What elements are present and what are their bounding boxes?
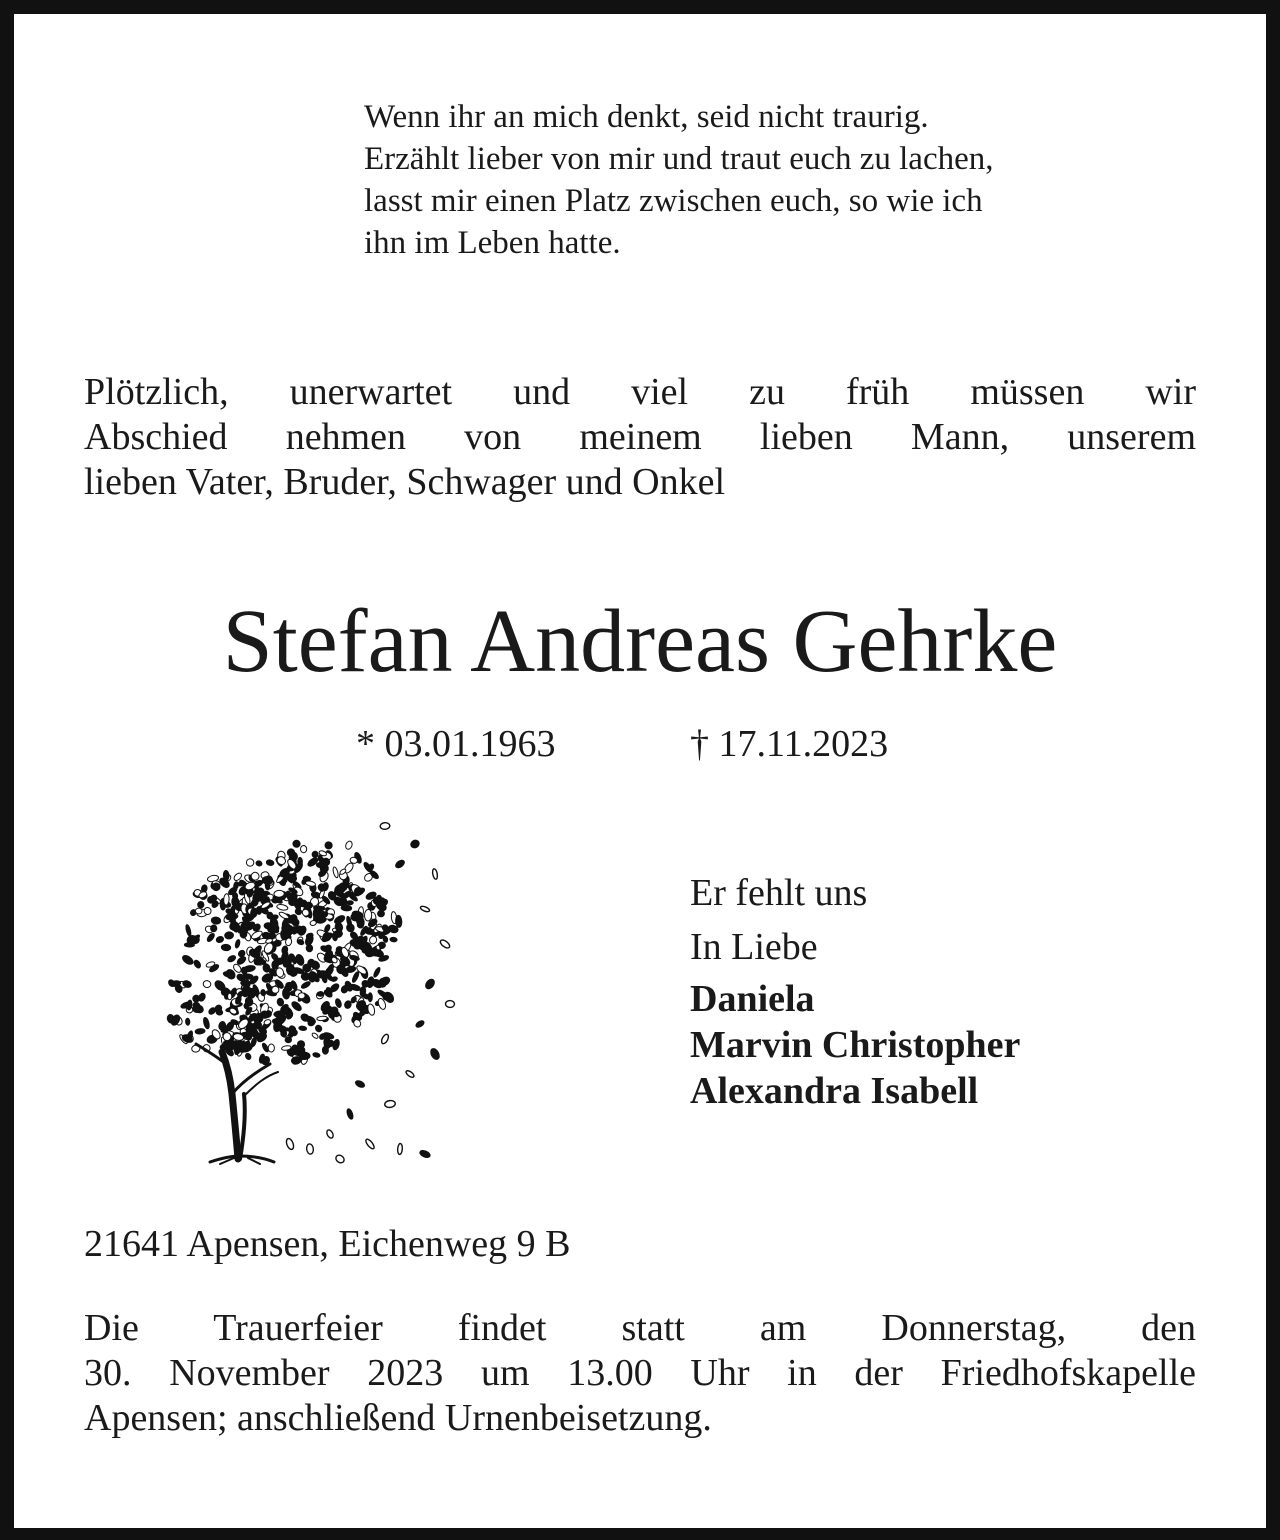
tree-leaf [255,860,262,867]
falling-leaf [420,905,430,912]
tree-leaf [216,1009,223,1015]
tree-leaf [311,1032,319,1039]
tree-leaf [281,1031,287,1037]
tree-leaf [224,931,233,939]
tree-leaf [290,1000,302,1012]
falling-leaf [380,822,390,829]
mourner-name: Alexandra Isabell [690,1070,979,1112]
falling-leaf [397,1143,402,1154]
tree-leaf [285,985,292,991]
tree-leaf [357,921,364,928]
tree-leaf [272,986,279,993]
falling-leaf [384,1100,395,1108]
tree-leaf [390,937,398,942]
tree-leaf [314,1024,323,1033]
tree-leaf [193,959,202,969]
tree-leaf [324,924,331,933]
mourner-name: Daniela [690,978,815,1020]
falling-leaf [326,1129,335,1139]
falling-leaf [306,1143,314,1154]
announcement-line: lieben Vater, Bruder, Schwager und Onkel [84,461,726,503]
falling-leaf [439,939,451,950]
tree-leaf [215,935,224,943]
tree-leaf [395,915,402,927]
service-line: 30. November 2023 um 13.00 Uhr in der Friedhofskapelle [84,1352,1196,1394]
tree-leaf [268,1044,274,1052]
tree-leaf [324,841,333,850]
tree-leaf [184,943,194,947]
tree-leaf [260,989,266,996]
tree-leaf [332,866,339,878]
service-line: Die Trauerfeier findet statt am Donnerstag, den [84,1307,1196,1349]
service-line: Apensen; anschließend Urnenbeisetzung. [84,1397,712,1439]
closing-line: In Liebe [690,926,818,968]
tree-leaf [198,901,204,908]
tree-leaf [244,1052,252,1060]
tree-leaf [369,935,378,945]
tree-leaf [376,895,381,902]
tree-leaf [195,1028,205,1034]
falling-leaf [346,1108,354,1119]
tree-leaf [317,971,329,979]
tree-leaf [317,992,324,997]
tree-leaf [298,857,303,866]
tree-leaf [373,967,382,978]
tree-leaf [298,993,305,999]
poem [364,96,1224,264]
falling-leaf [405,1070,415,1079]
death-date: † 17.11.2023 [690,723,889,765]
tree-leaf [290,1029,297,1036]
tree-leaf [195,908,202,914]
falling-leaf [429,1047,440,1060]
tree-leaf [364,909,372,921]
falling-leaf [334,1154,345,1165]
tree-leaf [212,883,220,891]
tree-leaf [368,993,372,1002]
announcement-text [84,370,1196,505]
tree-leaf [293,840,301,847]
tree-leaf [312,1052,320,1058]
deceased-name: Stefan Andreas Gehrke [222,592,1058,691]
mourner-name: Marvin Christopher [690,1024,1021,1066]
tree-leaf [229,923,235,930]
tree-leaf [276,998,284,1007]
closing-line: Er fehlt uns [690,872,868,914]
tree-leaf [266,859,275,866]
tree-leaf [341,905,352,912]
falling-leaf [424,978,436,990]
tree-leaf [228,993,232,1000]
tree-leaf [245,857,255,867]
tree-leaf [348,892,354,896]
tree-leaf [366,976,374,988]
poem-line: ihn im Leben hatte. [364,225,621,261]
poem-line: Erzählt lieber von mir und traut euch zu lachen, [364,141,994,177]
tree-leaf [227,954,237,963]
tree-leaf [300,845,306,852]
tree-leaf [305,880,316,887]
tree-leaf [313,906,325,911]
tree-leaf [306,944,313,952]
tree-leaf [267,912,273,919]
tree-leaf [211,917,221,925]
announcement-line: Plötzlich, unerwartet und viel zu früh müssen wir [84,371,1196,413]
poem-line: Wenn ihr an mich denkt, seid nicht traurig. [364,99,929,135]
address: 21641 Apensen, Eichenweg 9 B [84,1223,571,1265]
birth-date: * 03.01.1963 [356,723,556,765]
tree-leaf [210,925,217,932]
tree-leaf [299,1026,307,1031]
falling-leaf [432,868,438,879]
tree-leaf [332,932,337,941]
tree-leaf [221,944,231,951]
mourners-list [690,976,1020,1114]
announcement-line: Abschied nehmen von meinem lieben Mann, unserem [84,416,1196,458]
falling-leaf [285,1138,295,1151]
tree-leaf [236,955,247,966]
tree-leaf [235,939,241,948]
tree-leaf [322,1046,328,1054]
tree-leaf [202,1017,210,1029]
tree-leaf [223,894,229,906]
tree-leaf [203,980,212,988]
falling-leaf [395,859,406,869]
tree-leaf [185,1018,190,1025]
tree-leaf [181,954,195,966]
falling-leaf [410,839,420,849]
falling-leaf [419,1149,431,1158]
tree-leaf [312,851,319,858]
falling-leaf [380,1033,390,1045]
tree-leaf [351,971,360,983]
family-signature [690,866,1020,1114]
tree-leaf [344,840,353,850]
falling-leaf [445,1000,454,1007]
tree-leaf [347,901,354,905]
tree-leaf [185,924,192,936]
tree-leaf [285,1037,292,1043]
tree-leaf [233,881,239,889]
poem-line: lasst mir einen Platz zwischen euch, so wie ich [364,183,983,219]
funeral-service-text [84,1306,1196,1441]
tree-leaf [300,980,311,989]
tree-leaf [206,932,216,942]
tree-leaf [310,920,317,926]
falling-leaf [415,1020,425,1029]
falling-leaf [355,1080,366,1089]
windblown-tree-illustration [160,814,460,1174]
tree-leaf [276,904,288,911]
falling-leaf [364,1138,375,1150]
